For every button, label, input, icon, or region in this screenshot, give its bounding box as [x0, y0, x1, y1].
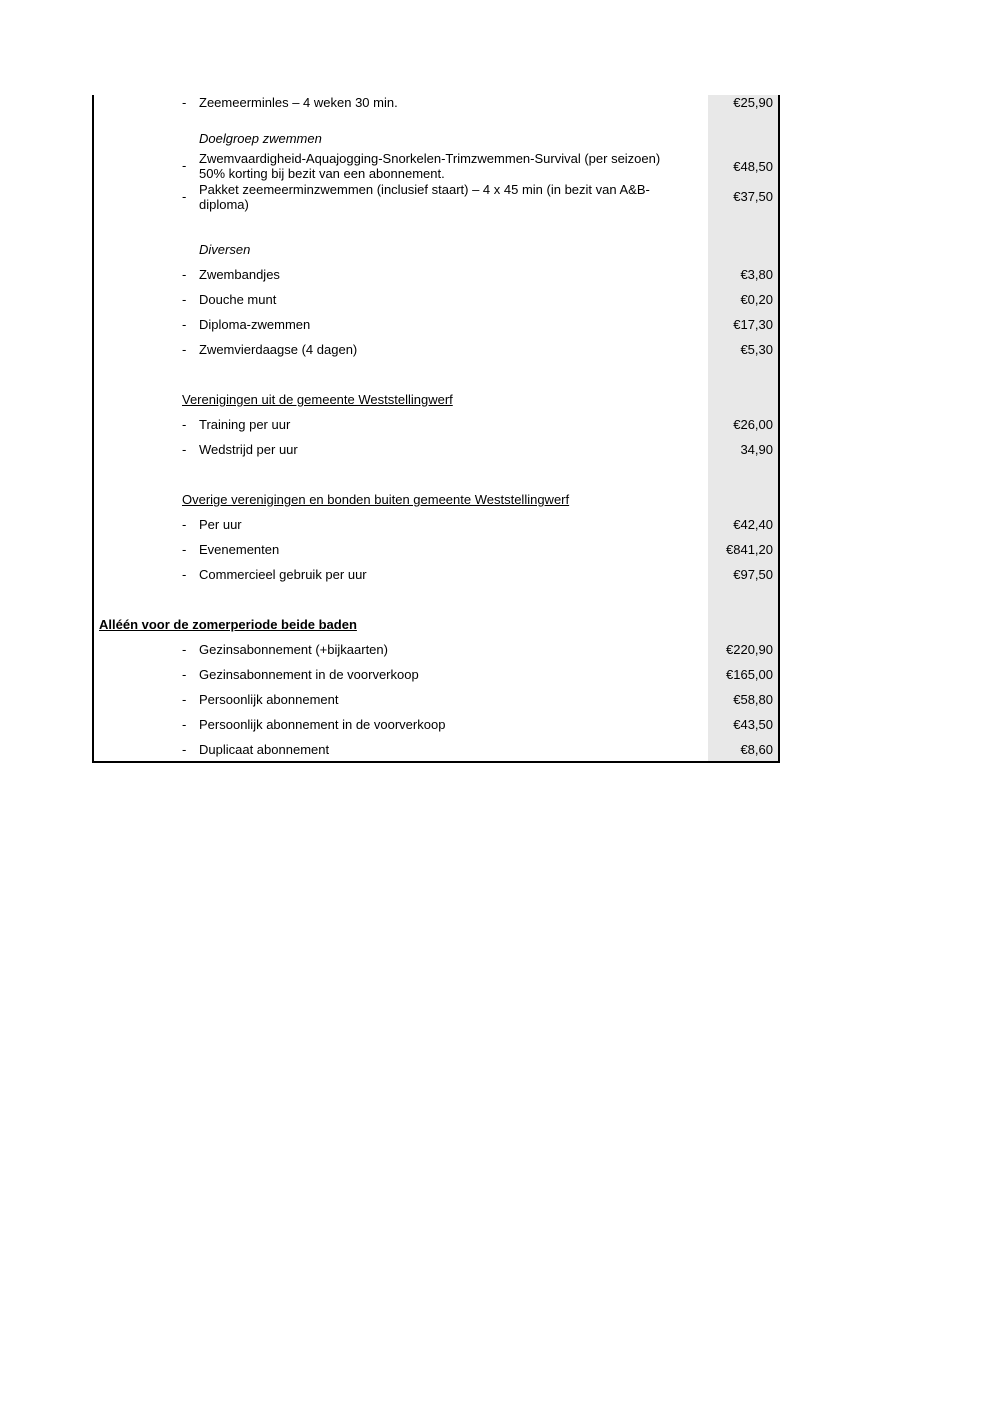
item-label: Zwemvierdaagse (4 dagen): [199, 342, 358, 357]
item-label: Per uur: [199, 517, 242, 532]
item-price: €220,90: [726, 642, 773, 657]
item-dash: -: [182, 742, 187, 757]
item-dash: -: [182, 442, 187, 457]
item-price: €165,00: [726, 667, 773, 682]
item-price: €841,20: [726, 542, 773, 557]
item-label: Gezinsabonnement (+bijkaarten): [199, 642, 388, 657]
item-label-line1: Zwemvaardigheid-Aquajogging-Snorkelen-Trimzwemmen-Survival (per seizoen): [199, 151, 661, 166]
item-dash: -: [182, 267, 187, 282]
item-price: 34,90: [740, 442, 773, 457]
item-label: Zeemeerminles – 4 weken 30 min.: [199, 95, 398, 110]
item-dash: -: [182, 692, 187, 707]
item-dash: -: [182, 642, 187, 657]
item-label: Evenementen: [199, 542, 280, 557]
item-price: €8,60: [740, 742, 773, 757]
item-label: Douche munt: [199, 292, 277, 307]
item-price: €37,50: [733, 189, 773, 204]
item-dash: -: [182, 95, 187, 110]
item-dash: -: [182, 717, 187, 732]
item-price: €97,50: [733, 567, 773, 582]
item-dash: -: [182, 158, 187, 173]
item-price: €25,90: [733, 95, 773, 110]
item-label-line2: 50% korting bij bezit van een abonnement.: [199, 166, 445, 181]
item-label: Commercieel gebruik per uur: [199, 567, 367, 582]
item-dash: -: [182, 317, 187, 332]
section-heading-diversen: Diversen: [199, 242, 251, 257]
item-price: €3,80: [740, 267, 773, 282]
item-dash: -: [182, 342, 187, 357]
item-dash: -: [182, 567, 187, 582]
item-label: Training per uur: [199, 417, 291, 432]
item-label: Wedstrijd per uur: [199, 442, 298, 457]
item-label: Duplicaat abonnement: [199, 742, 330, 757]
item-dash: -: [182, 667, 187, 682]
item-dash: -: [182, 417, 187, 432]
item-price: €0,20: [740, 292, 773, 307]
item-label: Persoonlijk abonnement: [199, 692, 339, 707]
item-label: Gezinsabonnement in de voorverkoop: [199, 667, 419, 682]
item-price: €42,40: [733, 517, 773, 532]
item-label: Diploma-zwemmen: [199, 317, 311, 332]
section-heading-overige: Overige verenigingen en bonden buiten gemeente Weststellingwerf: [182, 492, 570, 507]
section-heading-verenigingen: Verenigingen uit de gemeente Weststellingwerf: [182, 392, 453, 407]
item-price: €26,00: [733, 417, 773, 432]
item-dash: -: [182, 517, 187, 532]
item-label-line2: diploma): [199, 197, 249, 212]
item-label-line1: Pakket zeemeerminzwemmen (inclusief staart) – 4 x 45 min (in bezit van A&B-: [199, 182, 650, 197]
item-label: Zwembandjes: [199, 267, 280, 282]
section-heading-zomer: Alléén voor de zomerperiode beide baden: [99, 617, 357, 632]
item-price: €43,50: [733, 717, 773, 732]
item-dash: -: [182, 189, 187, 204]
item-label: Persoonlijk abonnement in de voorverkoop: [199, 717, 446, 732]
item-price: €17,30: [733, 317, 773, 332]
item-price: €48,50: [733, 159, 773, 174]
item-dash: -: [182, 542, 187, 557]
item-dash: -: [182, 292, 187, 307]
section-heading-doelgroep: Doelgroep zwemmen: [199, 131, 322, 146]
item-price: €58,80: [733, 692, 773, 707]
item-price: €5,30: [740, 342, 773, 357]
